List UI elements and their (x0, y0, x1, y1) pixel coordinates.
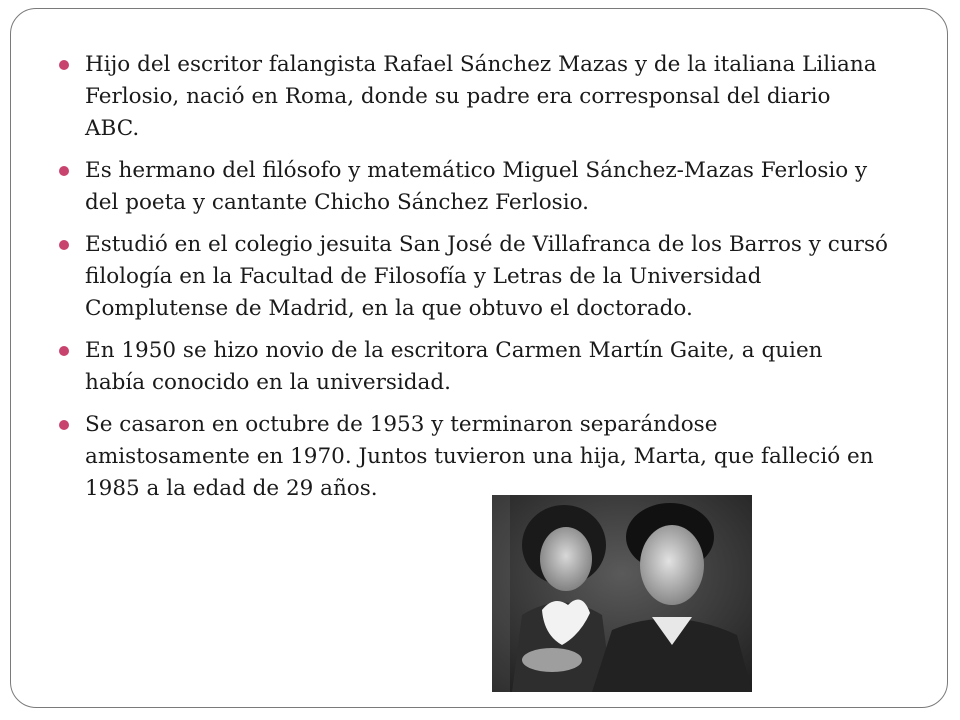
slide-frame (10, 8, 948, 708)
bullet-dot-icon (59, 420, 69, 430)
bullet-item-5 (59, 409, 889, 505)
bullet-list (59, 49, 889, 515)
bullet-text: Es hermano del filósofo y matemático Miguel Sánchez-Mazas Ferlosio y del poeta y cantante Chicho Sánchez Ferlosio. (85, 158, 868, 215)
bullet-text: Hijo del escritor falangista Rafael Sánchez Mazas y de la italiana Liliana Ferlosio, nació en Roma, donde su padre era corresponsal del diario ABC. (85, 52, 877, 141)
bullet-text: Estudió en el colegio jesuita San José de Villafranca de los Barros y cursó filología en la Facultad de Filosofía y Letras de la Universidad Complutense de Madrid, en la que obtuvo el doctorado. (85, 232, 888, 321)
bullet-item-1 (59, 49, 889, 145)
bullet-item-2 (59, 155, 889, 219)
bullet-dot-icon (59, 346, 69, 356)
bullet-dot-icon (59, 60, 69, 70)
bullet-text: Se casaron en octubre de 1953 y terminaron separándose amistosamente en 1970. Juntos tuvieron una hija, Marta, que falleció en 1985 a la edad de 29 años. (85, 412, 874, 501)
bullet-item-4 (59, 335, 889, 399)
bullet-item-3 (59, 229, 889, 325)
bullet-dot-icon (59, 240, 69, 250)
couple-photo (492, 495, 752, 692)
bullet-dot-icon (59, 166, 69, 176)
bullet-text: En 1950 se hizo novio de la escritora Carmen Martín Gaite, a quien había conocido en la universidad. (85, 338, 823, 395)
photo-illustration-icon (492, 495, 752, 692)
